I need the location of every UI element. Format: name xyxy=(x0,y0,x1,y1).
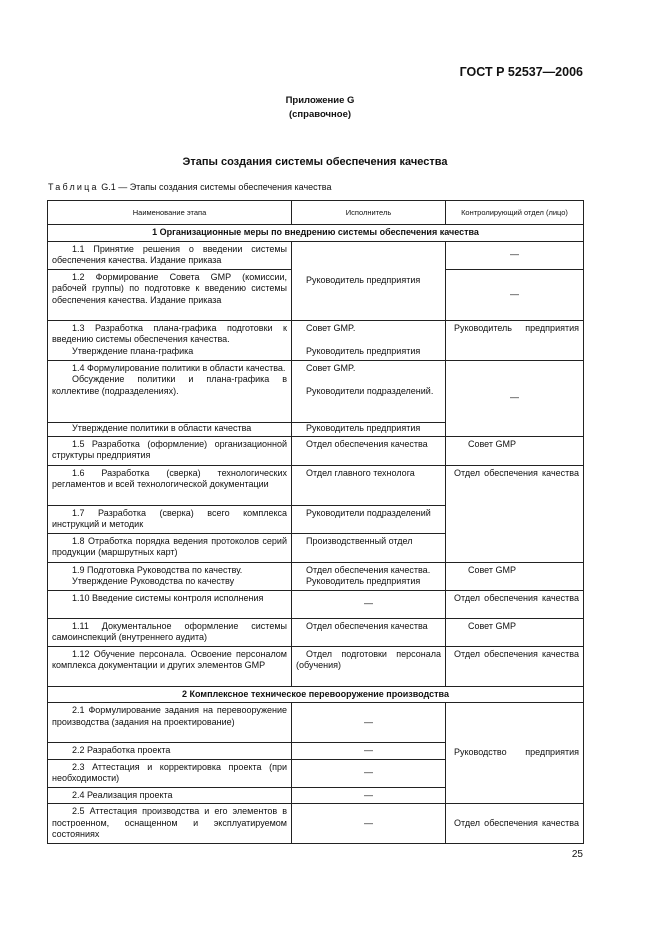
stage-2-2: 2.2 Разработка проекта xyxy=(48,743,292,760)
table-row xyxy=(48,590,584,618)
controller-1-10 xyxy=(446,590,584,618)
controller-1-1: — xyxy=(446,241,584,269)
controller-1-5: Совет GMP xyxy=(446,436,584,465)
document-title: Этапы создания системы обеспечения качества xyxy=(182,156,448,168)
stages-table xyxy=(47,200,584,844)
executor-1-6: Отдел главного технолога xyxy=(292,465,446,505)
controller-1-6-1-8 xyxy=(446,465,584,562)
controller-1-3 xyxy=(446,320,584,360)
table-row xyxy=(48,360,584,422)
stage-1-12: 1.12 Обучение персонала. Освоение персоналом комплекса документации и других элементов GMP xyxy=(48,646,292,686)
header-stage-name: Наименование этапа xyxy=(48,201,292,225)
page-number: 25 xyxy=(571,849,583,860)
stage-1-3-line-b: Утверждение плана-графика xyxy=(72,345,194,356)
controller-2-5 xyxy=(446,804,584,844)
table-row xyxy=(48,562,584,590)
standard-number: ГОСТ Р 52537—2006 xyxy=(459,65,583,79)
controller-1-10-text: Отдел обеспечения качества xyxy=(454,592,579,603)
table-row xyxy=(48,804,584,844)
stage-1-10: 1.10 Введение системы контроля исполнения xyxy=(48,590,292,618)
controller-1-4: — xyxy=(446,360,584,436)
table-row xyxy=(48,465,584,505)
executor-1-3-a: Совет GMP. xyxy=(306,322,356,333)
section-row xyxy=(48,225,584,242)
executor-1-9 xyxy=(292,562,446,590)
executor-1-4 xyxy=(292,360,446,422)
stage-1-9 xyxy=(48,562,292,590)
stage-1-8: 1.8 Отработка порядка ведения протоколов серий продукции (маршрутных карт) xyxy=(48,533,292,562)
controller-2-1-2-4 xyxy=(446,703,584,804)
executor-1-4c: Руководитель предприятия xyxy=(292,422,446,436)
executor-1-10: — xyxy=(292,590,446,618)
executor-2-4: — xyxy=(292,787,446,804)
stage-2-1: 2.1 Формулирование задания на перевооружение производства (задания на проектирование) xyxy=(48,703,292,743)
annex-note: (справочное) xyxy=(288,109,352,120)
stage-1-7: 1.7 Разработка (сверка) всего комплекса инструкций и методик xyxy=(48,505,292,533)
stage-1-5: 1.5 Разработка (оформление) организационной структуры предприятия xyxy=(48,436,292,465)
controller-1-3-text: Руководитель предприятия xyxy=(454,322,579,333)
controller-2-1-2-4-text: Руководство предприятия xyxy=(454,747,579,758)
table-header-row xyxy=(48,201,584,225)
executor-1-12-text: Отдел подготовки персонала (обучения) xyxy=(296,648,441,670)
table-row xyxy=(48,241,584,269)
stage-1-2: 1.2 Формирование Совета GMP (комиссии, рабочей группы) по подготовке к введению системы обеспечения качества. Издание приказа xyxy=(48,269,292,320)
stage-2-5: 2.5 Аттестация производства и его элементов в построенном, оснащенном и эксплуатируемом состояниях xyxy=(48,804,292,844)
executor-2-2: — xyxy=(292,743,446,760)
stage-1-4-line-b: Обсуждение политики и плана-графика в коллективе (подразделениях). xyxy=(52,374,287,396)
stage-2-3: 2.3 Аттестация и корректировка проекта (при необходимости) xyxy=(48,759,292,787)
executor-1-3 xyxy=(292,320,446,360)
controller-1-6-1-8-text: Отдел обеспечения качества xyxy=(454,467,579,478)
executor-1-1-1-2-text: Руководитель предприятия xyxy=(306,274,421,285)
stage-1-1: 1.1 Принятие решения о введении системы обеспечения качества. Издание приказа xyxy=(48,241,292,269)
executor-1-9-a: Отдел обеспечения качества. xyxy=(306,564,431,575)
executor-2-5: — xyxy=(292,804,446,844)
stage-2-4: 2.4 Реализация проекта xyxy=(48,787,292,804)
executor-1-3-b: Руководитель предприятия xyxy=(306,345,421,356)
header-executor: Исполнитель xyxy=(292,201,446,225)
executor-1-9-b: Руководитель предприятия xyxy=(306,576,421,586)
table-caption xyxy=(48,182,331,192)
executor-1-1-1-2 xyxy=(292,241,446,320)
executor-1-12 xyxy=(292,646,446,686)
stage-1-11: 1.11 Документальное оформление системы самоинспекций (внутреннего аудита) xyxy=(48,618,292,646)
executor-1-5: Отдел обеспечения качества xyxy=(292,436,446,465)
controller-1-12-text: Отдел обеспечения качества xyxy=(454,648,579,659)
stage-1-4-line-a: 1.4 Формулирование политики в области качества. xyxy=(72,362,286,373)
stage-1-4c: Утверждение политики в области качества xyxy=(48,422,292,436)
table-caption-prefix: Таблица xyxy=(48,182,99,192)
executor-2-3: — xyxy=(292,759,446,787)
table-row xyxy=(48,436,584,465)
section-2-title: 2 Комплексное техническое перевооружение производства xyxy=(48,686,584,703)
controller-1-12 xyxy=(446,646,584,686)
controller-1-11: Совет GMP xyxy=(446,618,584,646)
controller-1-9: Совет GMP xyxy=(446,562,584,590)
stage-1-3-line-a: 1.3 Разработка плана-графика подготовки к введению системы обеспечения качества. xyxy=(52,322,287,344)
section-row xyxy=(48,686,584,703)
stage-1-4 xyxy=(48,360,292,422)
executor-1-4-b: Руководители подразделений. xyxy=(306,386,434,396)
section-1-title: 1 Организационные меры по внедрению системы обеспечения качества xyxy=(48,225,584,242)
executor-1-7: Руководители подразделений xyxy=(292,505,446,533)
controller-1-2: — xyxy=(446,269,584,320)
table-row xyxy=(48,618,584,646)
executor-1-11: Отдел обеспечения качества xyxy=(292,618,446,646)
stage-1-9-line-a: 1.9 Подготовка Руководства по качеству. xyxy=(72,564,243,575)
controller-2-5-text: Отдел обеспечения качества xyxy=(454,817,579,828)
table-row xyxy=(48,646,584,686)
table-row xyxy=(48,703,584,743)
stage-1-6: 1.6 Разработка (сверка) технологических регламентов и всей технологической документации xyxy=(48,465,292,505)
annex-title: Приложение G xyxy=(285,95,355,106)
stage-1-3 xyxy=(48,320,292,360)
executor-1-8: Производственный отдел xyxy=(292,533,446,562)
table-caption-text: G.1 — Этапы создания системы обеспечения качества xyxy=(98,182,332,192)
executor-2-1: — xyxy=(292,703,446,743)
stage-1-9-line-b: Утверждение Руководства по качеству xyxy=(72,576,235,586)
executor-1-4-a: Совет GMP. xyxy=(306,362,356,373)
header-controller: Контролирующий отдел (лицо) xyxy=(446,201,584,225)
table-row xyxy=(48,320,584,360)
